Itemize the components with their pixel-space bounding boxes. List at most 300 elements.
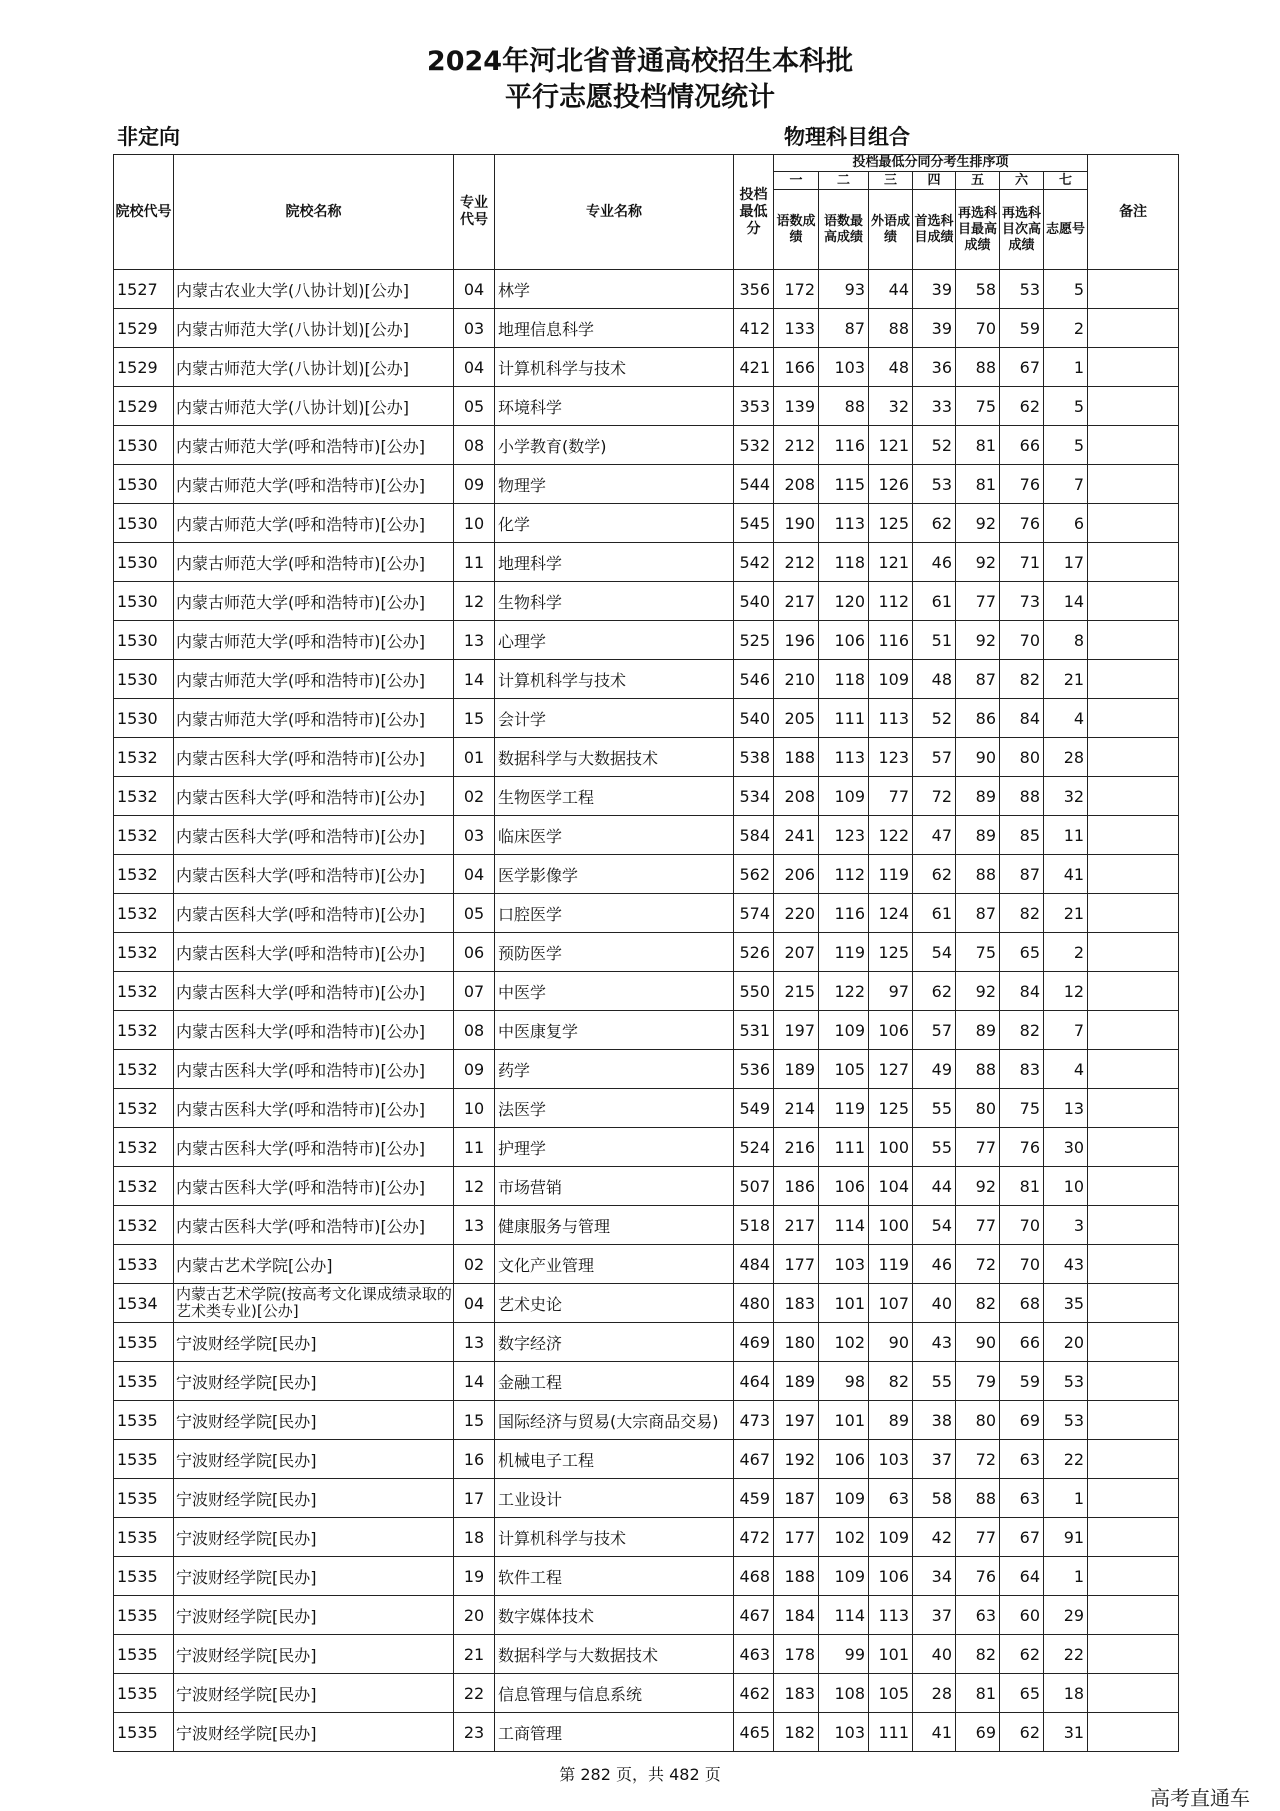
foreign-lang-cell: 100: [869, 1128, 913, 1167]
school-code-cell: 1532: [114, 816, 174, 855]
major-name-cell: 口腔医学: [495, 894, 734, 933]
school-name-cell: 内蒙古师范大学(八协计划)[公办]: [174, 348, 454, 387]
first-subject-cell: 46: [913, 1245, 956, 1284]
preference-no-cell: 17: [1044, 543, 1088, 582]
chinese-math-cell: 188: [774, 738, 819, 777]
table-row: [114, 972, 1179, 1011]
school-code-cell: 1535: [114, 1323, 174, 1362]
school-code-cell: 1532: [114, 1089, 174, 1128]
table-row: [114, 465, 1179, 504]
chinese-math-max-cell: 113: [819, 738, 869, 777]
school-name-cell: 内蒙古医科大学(呼和浩特市)[公办]: [174, 1011, 454, 1050]
preference-no-cell: 4: [1044, 699, 1088, 738]
major-name-cell: 中医康复学: [495, 1011, 734, 1050]
remarks-cell: [1088, 426, 1179, 465]
chinese-math-cell: 197: [774, 1011, 819, 1050]
preference-no-cell: 32: [1044, 777, 1088, 816]
school-code-cell: 1535: [114, 1479, 174, 1518]
table-row: [114, 348, 1179, 387]
chinese-math-max-cell: 103: [819, 1245, 869, 1284]
second-subject-next-cell: 84: [1000, 699, 1044, 738]
remarks-cell: [1088, 1713, 1179, 1752]
preference-no-cell: 53: [1044, 1362, 1088, 1401]
second-subject-max-cell: 82: [956, 1635, 1000, 1674]
first-subject-cell: 44: [913, 1167, 956, 1206]
school-name-cell: 宁波财经学院[民办]: [174, 1518, 454, 1557]
major-name-cell: 文化产业管理: [495, 1245, 734, 1284]
min-score-cell: 459: [734, 1479, 774, 1518]
first-subject-cell: 55: [913, 1362, 956, 1401]
chinese-math-cell: 189: [774, 1050, 819, 1089]
table-row: [114, 1323, 1179, 1362]
second-subject-max-cell: 77: [956, 582, 1000, 621]
school-name-cell: 内蒙古医科大学(呼和浩特市)[公办]: [174, 933, 454, 972]
foreign-lang-cell: 123: [869, 738, 913, 777]
second-subject-next-cell: 75: [1000, 1089, 1044, 1128]
preference-no-cell: 91: [1044, 1518, 1088, 1557]
second-subject-max-cell: 81: [956, 1674, 1000, 1713]
table-row: [114, 855, 1179, 894]
first-subject-cell: 46: [913, 543, 956, 582]
preference-no-cell: 53: [1044, 1401, 1088, 1440]
preference-no-cell: 6: [1044, 504, 1088, 543]
chinese-math-max-cell: 108: [819, 1674, 869, 1713]
min-score-cell: 412: [734, 309, 774, 348]
chinese-math-cell: 212: [774, 543, 819, 582]
header-order-label: 首选科目成绩: [913, 190, 956, 270]
preference-no-cell: 22: [1044, 1635, 1088, 1674]
min-score-cell: 467: [734, 1440, 774, 1479]
remarks-cell: [1088, 1167, 1179, 1206]
second-subject-max-cell: 89: [956, 777, 1000, 816]
school-code-cell: 1535: [114, 1596, 174, 1635]
chinese-math-cell: 208: [774, 777, 819, 816]
second-subject-next-cell: 76: [1000, 465, 1044, 504]
table-row: [114, 1089, 1179, 1128]
second-subject-next-cell: 66: [1000, 426, 1044, 465]
foreign-lang-cell: 122: [869, 816, 913, 855]
remarks-cell: [1088, 1479, 1179, 1518]
remarks-cell: [1088, 1050, 1179, 1089]
foreign-lang-cell: 113: [869, 699, 913, 738]
min-score-cell: 545: [734, 504, 774, 543]
second-subject-next-cell: 71: [1000, 543, 1044, 582]
school-name-cell: 内蒙古医科大学(呼和浩特市)[公办]: [174, 894, 454, 933]
remarks-cell: [1088, 1596, 1179, 1635]
second-subject-max-cell: 88: [956, 1479, 1000, 1518]
table-row: [114, 270, 1179, 309]
header-major-name: 专业名称: [495, 155, 734, 270]
preference-no-cell: 21: [1044, 660, 1088, 699]
chinese-math-max-cell: 101: [819, 1284, 869, 1323]
major-name-cell: 数字媒体技术: [495, 1596, 734, 1635]
second-subject-max-cell: 77: [956, 1206, 1000, 1245]
preference-no-cell: 4: [1044, 1050, 1088, 1089]
min-score-cell: 584: [734, 816, 774, 855]
chinese-math-cell: 207: [774, 933, 819, 972]
min-score-cell: 524: [734, 1128, 774, 1167]
school-code-cell: 1535: [114, 1362, 174, 1401]
chinese-math-max-cell: 106: [819, 1167, 869, 1206]
first-subject-cell: 51: [913, 621, 956, 660]
preference-no-cell: 41: [1044, 855, 1088, 894]
chinese-math-max-cell: 109: [819, 1011, 869, 1050]
foreign-lang-cell: 48: [869, 348, 913, 387]
major-name-cell: 数据科学与大数据技术: [495, 1635, 734, 1674]
major-code-cell: 11: [454, 1128, 495, 1167]
header-major-code: 专业代号: [454, 155, 495, 270]
table-row: [114, 387, 1179, 426]
min-score-cell: 536: [734, 1050, 774, 1089]
table-row: [114, 582, 1179, 621]
header-order-num: 五: [956, 172, 1000, 190]
page-title-line1: 2024年河北省普通高校招生本科批: [426, 46, 854, 77]
second-subject-next-cell: 83: [1000, 1050, 1044, 1089]
school-name-cell: 内蒙古师范大学(呼和浩特市)[公办]: [174, 465, 454, 504]
major-code-cell: 04: [454, 270, 495, 309]
remarks-cell: [1088, 1323, 1179, 1362]
foreign-lang-cell: 124: [869, 894, 913, 933]
major-name-cell: 数据科学与大数据技术: [495, 738, 734, 777]
first-subject-cell: 39: [913, 309, 956, 348]
foreign-lang-cell: 97: [869, 972, 913, 1011]
min-score-cell: 472: [734, 1518, 774, 1557]
min-score-cell: 465: [734, 1713, 774, 1752]
school-name-cell: 宁波财经学院[民办]: [174, 1362, 454, 1401]
chinese-math-max-cell: 122: [819, 972, 869, 1011]
remarks-cell: [1088, 660, 1179, 699]
remarks-cell: [1088, 1284, 1179, 1323]
table-row: [114, 1557, 1179, 1596]
foreign-lang-cell: 44: [869, 270, 913, 309]
remarks-cell: [1088, 309, 1179, 348]
header-order-num: 七: [1044, 172, 1088, 190]
chinese-math-max-cell: 116: [819, 894, 869, 933]
second-subject-next-cell: 70: [1000, 1245, 1044, 1284]
chinese-math-max-cell: 99: [819, 1635, 869, 1674]
major-name-cell: 市场营销: [495, 1167, 734, 1206]
school-name-cell: 内蒙古艺术学院[公办]: [174, 1245, 454, 1284]
second-subject-max-cell: 76: [956, 1557, 1000, 1596]
school-name-cell: 宁波财经学院[民办]: [174, 1401, 454, 1440]
second-subject-next-cell: 87: [1000, 855, 1044, 894]
second-subject-next-cell: 69: [1000, 1401, 1044, 1440]
major-code-cell: 22: [454, 1674, 495, 1713]
first-subject-cell: 28: [913, 1674, 956, 1713]
major-name-cell: 物理学: [495, 465, 734, 504]
chinese-math-cell: 217: [774, 582, 819, 621]
second-subject-max-cell: 80: [956, 1401, 1000, 1440]
table-row: [114, 1128, 1179, 1167]
school-code-cell: 1532: [114, 1206, 174, 1245]
table-row: [114, 1479, 1179, 1518]
second-subject-next-cell: 88: [1000, 777, 1044, 816]
first-subject-cell: 37: [913, 1440, 956, 1479]
min-score-cell: 462: [734, 1674, 774, 1713]
chinese-math-max-cell: 114: [819, 1596, 869, 1635]
chinese-math-max-cell: 123: [819, 816, 869, 855]
remarks-cell: [1088, 1089, 1179, 1128]
major-name-cell: 软件工程: [495, 1557, 734, 1596]
major-name-cell: 环境科学: [495, 387, 734, 426]
remarks-cell: [1088, 621, 1179, 660]
foreign-lang-cell: 126: [869, 465, 913, 504]
header-school-name: 院校名称: [174, 155, 454, 270]
table-row: [114, 660, 1179, 699]
chinese-math-max-cell: 109: [819, 1557, 869, 1596]
second-subject-max-cell: 72: [956, 1440, 1000, 1479]
second-subject-max-cell: 75: [956, 933, 1000, 972]
foreign-lang-cell: 107: [869, 1284, 913, 1323]
header-order-label: 语数成绩: [774, 190, 819, 270]
foreign-lang-cell: 112: [869, 582, 913, 621]
foreign-lang-cell: 63: [869, 1479, 913, 1518]
preference-no-cell: 7: [1044, 465, 1088, 504]
second-subject-next-cell: 76: [1000, 504, 1044, 543]
chinese-math-max-cell: 88: [819, 387, 869, 426]
second-subject-max-cell: 72: [956, 1245, 1000, 1284]
min-score-cell: 525: [734, 621, 774, 660]
foreign-lang-cell: 127: [869, 1050, 913, 1089]
chinese-math-cell: 189: [774, 1362, 819, 1401]
chinese-math-cell: 187: [774, 1479, 819, 1518]
preference-no-cell: 2: [1044, 309, 1088, 348]
remarks-cell: [1088, 1128, 1179, 1167]
school-name-cell: 内蒙古医科大学(呼和浩特市)[公办]: [174, 1050, 454, 1089]
header-tie-break-group: 投档最低分同分考生排序项: [774, 155, 1088, 172]
min-score-cell: 546: [734, 660, 774, 699]
major-name-cell: 化学: [495, 504, 734, 543]
major-name-cell: 艺术史论: [495, 1284, 734, 1323]
preference-no-cell: 5: [1044, 426, 1088, 465]
second-subject-max-cell: 87: [956, 660, 1000, 699]
chinese-math-cell: 217: [774, 1206, 819, 1245]
remarks-cell: [1088, 582, 1179, 621]
school-code-cell: 1530: [114, 504, 174, 543]
chinese-math-cell: 183: [774, 1284, 819, 1323]
major-name-cell: 金融工程: [495, 1362, 734, 1401]
school-code-cell: 1535: [114, 1635, 174, 1674]
major-code-cell: 18: [454, 1518, 495, 1557]
table-row: [114, 1167, 1179, 1206]
school-code-cell: 1532: [114, 1128, 174, 1167]
major-code-cell: 14: [454, 660, 495, 699]
second-subject-max-cell: 89: [956, 816, 1000, 855]
chinese-math-cell: 241: [774, 816, 819, 855]
min-score-cell: 532: [734, 426, 774, 465]
second-subject-next-cell: 82: [1000, 660, 1044, 699]
header-order-label: 志愿号: [1044, 190, 1088, 270]
second-subject-next-cell: 70: [1000, 1206, 1044, 1245]
admission-table: [113, 154, 1179, 1752]
table-row: [114, 1050, 1179, 1089]
major-code-cell: 20: [454, 1596, 495, 1635]
second-subject-next-cell: 59: [1000, 309, 1044, 348]
chinese-math-max-cell: 120: [819, 582, 869, 621]
major-name-cell: 数字经济: [495, 1323, 734, 1362]
second-subject-next-cell: 67: [1000, 348, 1044, 387]
first-subject-cell: 57: [913, 738, 956, 777]
major-code-cell: 05: [454, 387, 495, 426]
major-name-cell: 信息管理与信息系统: [495, 1674, 734, 1713]
remarks-cell: [1088, 972, 1179, 1011]
preference-no-cell: 18: [1044, 1674, 1088, 1713]
major-name-cell: 临床医学: [495, 816, 734, 855]
second-subject-next-cell: 68: [1000, 1284, 1044, 1323]
chinese-math-max-cell: 101: [819, 1401, 869, 1440]
table-row: [114, 1596, 1179, 1635]
second-subject-max-cell: 81: [956, 465, 1000, 504]
second-subject-max-cell: 92: [956, 504, 1000, 543]
remarks-cell: [1088, 1557, 1179, 1596]
first-subject-cell: 55: [913, 1089, 956, 1128]
major-code-cell: 13: [454, 1323, 495, 1362]
school-name-cell: 内蒙古农业大学(八协计划)[公办]: [174, 270, 454, 309]
preference-no-cell: 22: [1044, 1440, 1088, 1479]
second-subject-max-cell: 92: [956, 1167, 1000, 1206]
school-code-cell: 1533: [114, 1245, 174, 1284]
school-name-cell: 内蒙古师范大学(八协计划)[公办]: [174, 309, 454, 348]
min-score-cell: 484: [734, 1245, 774, 1284]
chinese-math-cell: 196: [774, 621, 819, 660]
table-row: [114, 1635, 1179, 1674]
second-subject-max-cell: 82: [956, 1284, 1000, 1323]
preference-no-cell: 20: [1044, 1323, 1088, 1362]
major-name-cell: 预防医学: [495, 933, 734, 972]
header-order-num: 一: [774, 172, 819, 190]
table-row: [114, 777, 1179, 816]
first-subject-cell: 47: [913, 816, 956, 855]
second-subject-next-cell: 62: [1000, 387, 1044, 426]
major-code-cell: 02: [454, 1245, 495, 1284]
remarks-cell: [1088, 777, 1179, 816]
major-name-cell: 生物科学: [495, 582, 734, 621]
foreign-lang-cell: 77: [869, 777, 913, 816]
chinese-math-cell: 190: [774, 504, 819, 543]
foreign-lang-cell: 82: [869, 1362, 913, 1401]
major-code-cell: 04: [454, 855, 495, 894]
second-subject-max-cell: 63: [956, 1596, 1000, 1635]
min-score-cell: 534: [734, 777, 774, 816]
major-code-cell: 03: [454, 816, 495, 855]
second-subject-next-cell: 73: [1000, 582, 1044, 621]
major-code-cell: 12: [454, 1167, 495, 1206]
min-score-cell: 507: [734, 1167, 774, 1206]
preference-no-cell: 2: [1044, 933, 1088, 972]
chinese-math-cell: 216: [774, 1128, 819, 1167]
second-subject-next-cell: 64: [1000, 1557, 1044, 1596]
first-subject-cell: 49: [913, 1050, 956, 1089]
second-subject-max-cell: 79: [956, 1362, 1000, 1401]
remarks-cell: [1088, 1011, 1179, 1050]
remarks-cell: [1088, 1518, 1179, 1557]
header-order-label: 再选科目次高成绩: [1000, 190, 1044, 270]
chinese-math-max-cell: 111: [819, 699, 869, 738]
foreign-lang-cell: 88: [869, 309, 913, 348]
min-score-cell: 480: [734, 1284, 774, 1323]
chinese-math-cell: 184: [774, 1596, 819, 1635]
chinese-math-max-cell: 106: [819, 621, 869, 660]
preference-no-cell: 5: [1044, 387, 1088, 426]
chinese-math-max-cell: 114: [819, 1206, 869, 1245]
major-name-cell: 护理学: [495, 1128, 734, 1167]
header-min-score: 投档最低分: [734, 155, 774, 270]
school-code-cell: 1535: [114, 1401, 174, 1440]
remarks-cell: [1088, 699, 1179, 738]
school-name-cell: 宁波财经学院[民办]: [174, 1479, 454, 1518]
foreign-lang-cell: 119: [869, 855, 913, 894]
school-name-cell: 宁波财经学院[民办]: [174, 1713, 454, 1752]
min-score-cell: 526: [734, 933, 774, 972]
min-score-cell: 464: [734, 1362, 774, 1401]
major-code-cell: 21: [454, 1635, 495, 1674]
major-code-cell: 13: [454, 1206, 495, 1245]
school-name-cell: 内蒙古医科大学(呼和浩特市)[公办]: [174, 1167, 454, 1206]
chinese-math-max-cell: 93: [819, 270, 869, 309]
major-code-cell: 08: [454, 426, 495, 465]
second-subject-next-cell: 84: [1000, 972, 1044, 1011]
min-score-cell: 467: [734, 1596, 774, 1635]
first-subject-cell: 39: [913, 270, 956, 309]
remarks-cell: [1088, 1440, 1179, 1479]
foreign-lang-cell: 90: [869, 1323, 913, 1362]
major-name-cell: 国际经济与贸易(大宗商品交易): [495, 1401, 734, 1440]
chinese-math-cell: 180: [774, 1323, 819, 1362]
school-name-cell: 内蒙古医科大学(呼和浩特市)[公办]: [174, 1128, 454, 1167]
min-score-cell: 421: [734, 348, 774, 387]
chinese-math-cell: 166: [774, 348, 819, 387]
school-name-cell: 宁波财经学院[民办]: [174, 1674, 454, 1713]
preference-no-cell: 3: [1044, 1206, 1088, 1245]
header-order-num: 二: [819, 172, 869, 190]
chinese-math-cell: 177: [774, 1245, 819, 1284]
table-row: [114, 309, 1179, 348]
chinese-math-cell: 197: [774, 1401, 819, 1440]
table-row: [114, 1284, 1179, 1323]
chinese-math-cell: 192: [774, 1440, 819, 1479]
first-subject-cell: 61: [913, 582, 956, 621]
preference-no-cell: 31: [1044, 1713, 1088, 1752]
chinese-math-max-cell: 102: [819, 1518, 869, 1557]
page-title-line2: 平行志愿投档情况统计: [505, 82, 775, 113]
chinese-math-max-cell: 106: [819, 1440, 869, 1479]
first-subject-cell: 61: [913, 894, 956, 933]
foreign-lang-cell: 109: [869, 1518, 913, 1557]
first-subject-cell: 62: [913, 972, 956, 1011]
min-score-cell: 550: [734, 972, 774, 1011]
min-score-cell: 544: [734, 465, 774, 504]
min-score-cell: 549: [734, 1089, 774, 1128]
preference-no-cell: 7: [1044, 1011, 1088, 1050]
preference-no-cell: 28: [1044, 738, 1088, 777]
min-score-cell: 538: [734, 738, 774, 777]
school-code-cell: 1535: [114, 1440, 174, 1479]
min-score-cell: 473: [734, 1401, 774, 1440]
chinese-math-max-cell: 119: [819, 933, 869, 972]
table-row: [114, 1206, 1179, 1245]
chinese-math-max-cell: 112: [819, 855, 869, 894]
school-code-cell: 1535: [114, 1674, 174, 1713]
chinese-math-cell: 205: [774, 699, 819, 738]
second-subject-next-cell: 62: [1000, 1713, 1044, 1752]
chinese-math-max-cell: 109: [819, 777, 869, 816]
preference-no-cell: 10: [1044, 1167, 1088, 1206]
table-row: [114, 504, 1179, 543]
preference-no-cell: 11: [1044, 816, 1088, 855]
foreign-lang-cell: 106: [869, 1557, 913, 1596]
chinese-math-cell: 214: [774, 1089, 819, 1128]
table-row: [114, 1518, 1179, 1557]
